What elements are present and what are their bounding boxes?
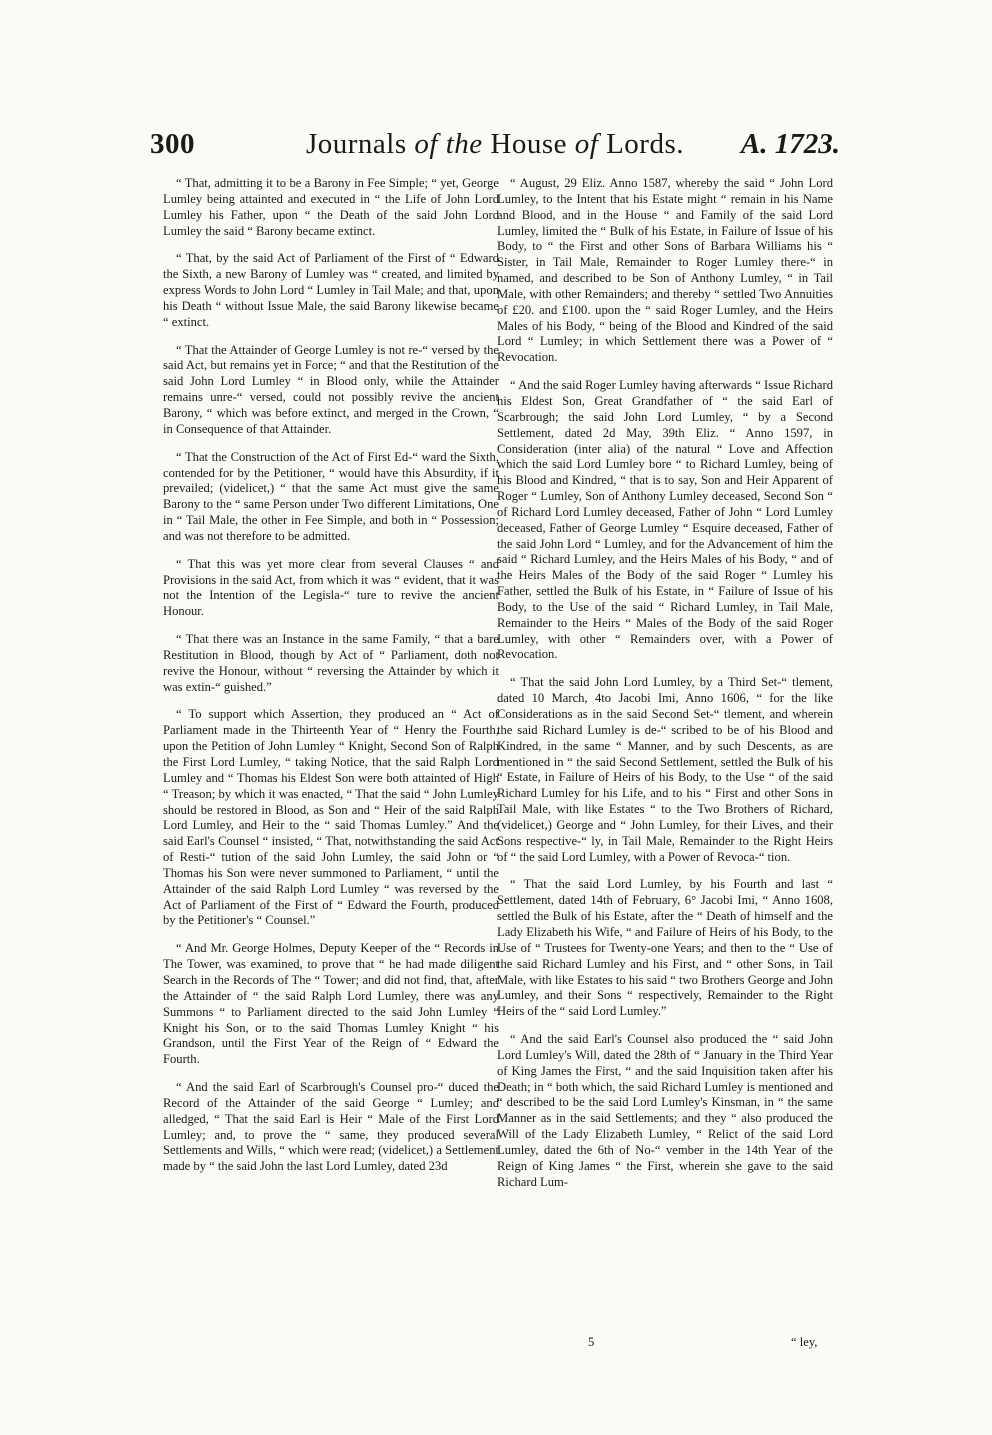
paragraph: “ That the said Lord Lumley, by his Fourth and last “ Settlement, dated 14th of February, 6° Jacobi Imi, “ Anno 1608, settled the Bulk of his Estate, after the “ Death of himself and the Lady Elizabeth his Wife, “ and Failure of Heirs of his Body, to the Use of “ Trustees for Twenty-one Years; and then to the “ Use of the said Richard Lumley and his First, and “ other Sons, in Tail Male, with like Estates to his said “ two Brothers George and John Lumley, and their Sons “ respectively, Remainder to the Right Heirs of the “ said Lord Lumley.” (497, 877, 833, 1019)
page-header (150, 128, 840, 172)
paragraph: “ That the Construction of the Act of First Ed-“ ward the Sixth, contended for by the Petitioner, “ would have this Absurdity, if it prevailed; (videlicet,) “ that the same Act must give the same Barony to the “ same Person under Two different Limitations, One in “ Tail Male, the other in Fee Simple, and both in “ Possession; and was not therefore to be admitted. (163, 449, 499, 543)
paragraph: “ To support which Assertion, they produced an “ Act of Parliament made in the Thirteenth Year of “ Henry the Fourth, upon the Petition of John Lumley “ Knight, Second Son of Ralph the First Lord Lumley, “ taking Notice, that the said Ralph Lord Lumley and “ Thomas his Eldest Son were both attainted of High “ Treason; by which it was enacted, “ That the said “ John Lumley should be restored in Blood, as Son and “ Heir of the said Ralph Lord Lumley, and Heir to the “ said Thomas Lumley.” And the said Earl's Counsel “ insisted, “ That, notwithstanding the said Act of Resti-“ tution of the said John Lumley, the said John or “ Thomas his Son were never summoned to Parliament, “ until the Attainder of the said Ralph Lord Lumley “ was reversed by the Act of Parliament of the First of “ Edward the Fourth, produced by the Petitioner's “ Counsel.” (163, 707, 499, 928)
title-house: House (482, 128, 575, 160)
paragraph: “ And Mr. George Holmes, Deputy Keeper of the “ Records in The Tower, was examined, to prove that “ he had made diligent Search in the Records of The “ Tower; and did not find, that, after the Attainder of “ the said Ralph Lord Lumley, there was any Summons “ to Parliament directed to the said John Lumley “ Knight his Son, or to the said Thomas Lumley Knight “ his Grandson, until the First Year of the Reign of “ Edward the Fourth. (163, 941, 499, 1067)
title-the: the (445, 128, 483, 160)
title-lords: Lords. (598, 128, 684, 160)
signature-mark: 5 (588, 1335, 595, 1349)
title-of: of (406, 128, 446, 160)
paragraph: “ That there was an Instance in the same Family, “ that a bare Restitution in Blood, though by Act of “ Parliament, doth not revive the Honour, without “ reversing the Attainder by which it was extin-“ guished.” (163, 632, 499, 694)
paragraph: “ That the Attainder of George Lumley is not re-“ versed by the said Act, but remains yet in Force; “ and that the Restitution of the said John Lord Lumley “ in Blood only, while the Attainder remains unre-“ versed, could not possibly revive the ancient Barony, “ which was before extinct, and merged in the Crown, “ in Consequence of that Attainder. (163, 342, 499, 436)
paragraph: “ That, by the said Act of Parliament of the First of “ Edward the Sixth, a new Barony of Lumley was “ created, and limited by express Words to John Lord “ Lumley in Tail Male; and that, upon his Death “ without Issue Male, the said Barony likewise became “ extinct. (163, 251, 499, 329)
left-column (163, 176, 499, 1187)
paragraph: “ And the said Earl's Counsel also produced the “ said John Lord Lumley's Will, dated the 28th of “ January in the Third Year of King James the First, “ and the said Inquisition taken after his Death; in “ both which, the said Richard Lumley is mentioned and “ described to be the said Lord Lumley's Kinsman, in “ the same Manner as in the said Settlements; and they “ also produced the Will of the Lady Elizabeth Lumley, “ Relict of the said Lord Lumley, dated the 6th of No-“ vember in the 14th Year of the Reign of King James “ the First, wherein she gave to the said Richard Lum- (497, 1032, 833, 1189)
title-of-2: of (574, 128, 599, 160)
right-column (497, 176, 833, 1202)
title-journals: Journals (305, 128, 407, 160)
paragraph: “ That this was yet more clear from several Clauses “ and Provisions in the said Act, from which it was “ evident, that it was not the Intention of the Legisla-“ ture to revive the ancient Honour. (163, 556, 499, 619)
paragraph: “ And the said Earl of Scarbrough's Counsel pro-“ duced the Record of the Attainder of the said George “ Lumley; and alledged, “ That the said Earl is Heir “ Male of the First Lord Lumley; and, to prove the “ same, they produced several Settlements and Wills, “ which were read; (videlicet,) a Settlement made by “ the said John the last Lord Lumley, dated 23d (163, 1080, 499, 1174)
page-title (150, 128, 840, 161)
paragraph: “ And the said Roger Lumley having afterwards “ Issue Richard his Eldest Son, Great Grandfather of “ the said Earl of Scarbrough; the said John Lord Lumley, “ by a Second Settlement, dated 2d May, 39th Eliz. “ Anno 1597, in Consideration (inter alia) of the natural “ Love and Affection which the said Lord Lumley bore “ to Richard Lumley, being of his Blood and Kindred, “ that is to say, Son and Heir Apparent of Roger “ Lumley, Son of Anthony Lumley deceased, Second Son “ of Richard Lord Lumley deceased, Father of John “ Lord Lumley deceased, Father of George Lumley “ Esquire deceased, Father of the said John Lord “ Lumley, and for the Advancement of him the said “ Richard Lumley, and the Heirs Males of his Body, “ and of the Heirs Males of the Body of the said Roger “ Lumley his Father, settled the Bulk of his Estate, in “ Failure of Issue of his Body, to the Use of the said “ Richard Lumley, in Tail Male, Remainder to the Heirs “ Males of the Body of the said Roger Lumley, with other “ Remainders over, with a Power of Revocation. (497, 378, 833, 662)
paragraph: “ That the said John Lord Lumley, by a Third Set-“ tlement, dated 10 March, 4to Jacobi Imi, Anno 1606, “ for the like Considerations as in the said Second Set-“ tlement, and wherein the said Richard Lumley is de-“ scribed to be of his Blood and Kindred, in the same “ Manner, and by such Descents, as are mentioned in “ the said Second Settlement, settled the Bulk of his “ Estate, in Failure of Heirs of his Body, to the Use “ of the said Richard Lumley for his Life, and to his “ First and other Sons in Tail Male, with like Estates “ to the Two Brothers of Richard, (videlicet,) George and “ John Lumley, for their Lives, and their Sons respective-“ ly, in Tail Male, Remainder to the Right Heirs of “ the said Lord Lumley, with a Power of Revoca-“ tion. (497, 675, 833, 864)
year-label: A. 1723. (740, 128, 840, 160)
paragraph: “ That, admitting it to be a Barony in Fee Simple; “ yet, George Lumley being attainted and executed in “ the Life of John Lord Lumley his Father, upon “ the Death of the said John Lord Lumley the said “ Barony became extinct. (163, 176, 499, 238)
paragraph: “ August, 29 Eliz. Anno 1587, whereby the said “ John Lord Lumley, to the Intent that his Estate might “ remain in his Name and Blood, and in the House “ and Family of the said Lord Lumley, limited the “ Bulk of his Estate, in Failure of Issue of his Body, to “ the First and other Sons of Barbara Williams his “ Sister, in Tail Male, Remainder to Roger Lumley there-“ in named, and described to be Son of Anthony Lumley, “ in Tail Male, with other Remainders; and thereby “ settled Two Annuities of £20. and £100. upon the “ said Roger Lumley, and the Heirs Males of his Body, “ being of the Blood and Kindred of the said Lord “ Lumley; in which Settlement there was a Power of “ Revocation. (497, 176, 833, 365)
catchword: “ ley, (791, 1335, 818, 1349)
page-number: 300 (150, 128, 195, 160)
